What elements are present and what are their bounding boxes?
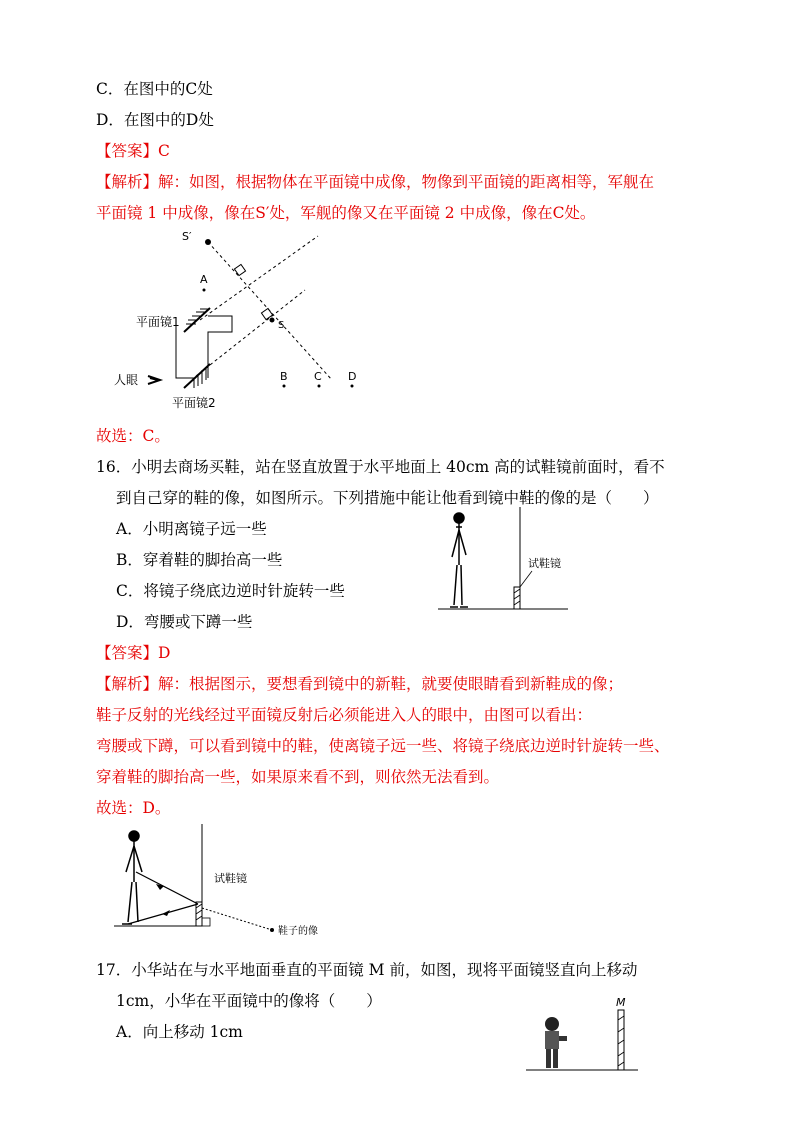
q15-conclusion: 故选：C。 xyxy=(96,427,170,445)
q16-shoe-mirror-figure xyxy=(432,505,572,615)
q15-answer-value: C xyxy=(158,142,170,160)
q15-point-b xyxy=(283,385,286,388)
arrow-icon xyxy=(162,910,170,916)
q15-dashed-line-upper xyxy=(200,236,318,320)
q16-answer-tag: 【答案】 xyxy=(96,644,159,662)
q15-point-c xyxy=(318,385,321,388)
q16-analysis-line3: 弯腰或下蹲，可以看到镜中的鞋，使离镜子远一些、将镜子绕底边逆时针旋转一些、 xyxy=(96,737,670,755)
q15-analysis-line1 xyxy=(96,171,654,193)
q15-label-eye: 人眼 xyxy=(114,373,139,387)
q16-answer xyxy=(96,642,170,664)
q15-point-a xyxy=(203,289,206,292)
q16-fig2-right-angle xyxy=(202,918,210,926)
q15-label-sprime: S′ xyxy=(182,230,192,243)
q17-mirror-figure xyxy=(522,994,642,1074)
q15-option-c: C．在图中的C处 xyxy=(96,80,213,98)
q16-option-c: C．将镜子绕底边逆时针旋转一些 xyxy=(116,582,345,600)
q16-conclusion: 故选：D。 xyxy=(96,799,171,817)
q16-option-b: B．穿着鞋的脚抬高一些 xyxy=(116,551,283,569)
q16-analysis-line1 xyxy=(96,673,623,695)
q17-stem-line1: 17．小华站在与水平地面垂直的平面镜 M 前，如图，现将平面镜竖直向上移动 xyxy=(96,961,638,979)
eye-icon xyxy=(148,376,160,384)
q15-label-mirror1: 平面镜1 xyxy=(136,315,180,329)
q15-label-s: S xyxy=(278,320,285,331)
q15-mirror-figure xyxy=(100,228,380,418)
q15-option-d: D．在图中的D处 xyxy=(96,111,214,129)
q15-point-d xyxy=(351,385,354,388)
q15-analysis-line2: 平面镜 1 中成像，像在S′处，军舰的像又在平面镜 2 中成像，像在C处。 xyxy=(96,204,596,222)
q16-option-d: D．弯腰或下蹲一些 xyxy=(116,613,253,631)
q15-dashed-line-lower xyxy=(196,290,305,376)
q15-answer xyxy=(96,140,170,162)
q16-ray-mirror-to-eye xyxy=(136,872,198,904)
q15-analysis-tag: 【解析】 xyxy=(96,173,159,191)
q16-fig2-label-image: 鞋子的像 xyxy=(278,926,318,937)
q15-answer-tag: 【答案】 xyxy=(96,142,159,160)
q16-fig2-label-mirror: 试鞋镜 xyxy=(214,872,247,885)
q16-stem-line1: 16．小明去商场买鞋，站在竖直放置于水平地面上 40cm 高的试鞋镜前面时，看不 xyxy=(96,458,665,476)
q15-label-d: D xyxy=(348,370,357,383)
q15-point-s xyxy=(270,318,275,323)
person-icon xyxy=(450,513,468,607)
person-icon xyxy=(122,831,142,924)
q16-figure-label: 试鞋镜 xyxy=(528,557,561,570)
q16-analysis-text1: 解：根据图示，要想看到镜中的新鞋，就要使眼睛看到新鞋成的像； xyxy=(158,675,624,693)
q15-label-c: C xyxy=(314,370,322,383)
q16-shoe-image-point xyxy=(270,928,274,932)
q16-answer-value: D xyxy=(158,644,171,662)
q16-analysis-tag: 【解析】 xyxy=(96,675,159,693)
q16-stem-line2: 到自己穿的鞋的像，如图所示。下列措施中能让他看到镜中鞋的像的是（ ） xyxy=(116,489,659,507)
q16-dotted-to-image xyxy=(202,908,272,930)
q16-analysis-figure xyxy=(110,822,370,940)
q17-label-m: M xyxy=(616,996,626,1009)
q15-analysis-text1: 解：如图，根据物体在平面镜中成像，物像到平面镜的距离相等，军舰在 xyxy=(158,173,655,191)
q15-label-mirror2: 平面镜2 xyxy=(172,396,216,410)
q15-label-b: B xyxy=(280,370,288,383)
person-icon xyxy=(545,1017,567,1068)
q15-periscope-outline-right xyxy=(208,316,232,378)
q16-label-leader xyxy=(520,571,532,587)
q15-label-a: A xyxy=(200,273,208,286)
q17-stem-line2: 1cm，小华在平面镜中的像将（ ） xyxy=(116,992,382,1010)
q16-analysis-line2: 鞋子反射的光线经过平面镜反射后必须能进入人的眼中，由图可以看出： xyxy=(96,706,593,724)
q15-point-sprime xyxy=(205,239,211,245)
q16-option-a: A．小明离镜子远一些 xyxy=(116,520,267,538)
q17-option-a: A．向上移动 1cm xyxy=(116,1023,243,1041)
q16-analysis-line4: 穿着鞋的脚抬高一些，如果原来看不到，则依然无法看到。 xyxy=(96,768,500,786)
